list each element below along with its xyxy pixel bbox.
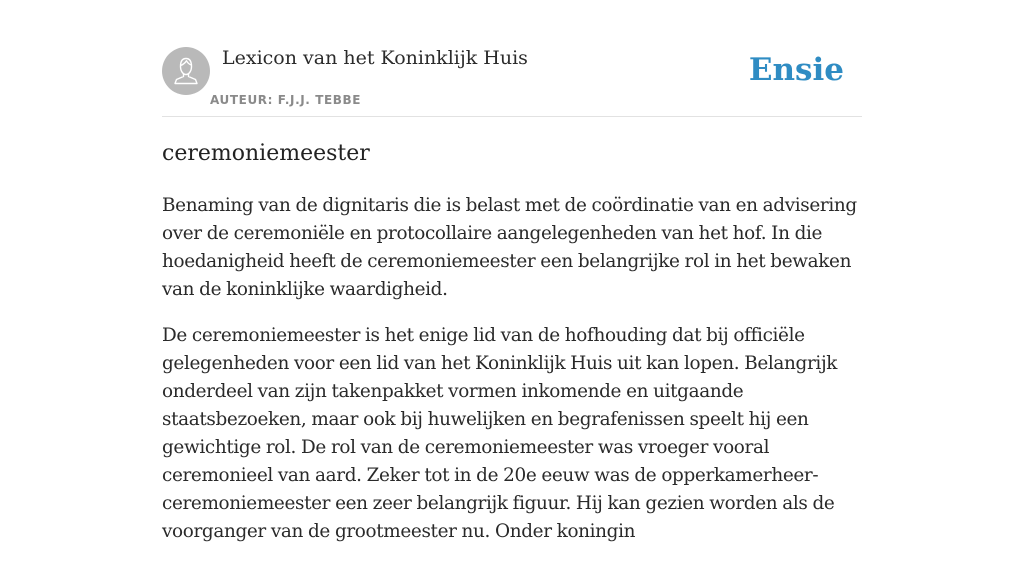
user-silhouette-icon bbox=[162, 47, 210, 95]
header bbox=[162, 0, 862, 117]
author-avatar[interactable] bbox=[162, 47, 210, 95]
source-title[interactable]: Lexicon van het Koninklijk Huis bbox=[222, 47, 528, 69]
author-line[interactable]: AUTEUR: F.J.J. TEBBE bbox=[210, 93, 362, 107]
paragraph: Benaming van de dignitaris die is belast met de coördinatie van en advisering over de ceremoniële en protocollaire aangelegenheden van het hof. In die hoedanigheid heeft de ceremoniemeester een belangrijke rol in het bewaken van de koninklijke waardigheid. bbox=[162, 195, 857, 300]
article-body bbox=[162, 192, 864, 564]
brand-logo[interactable]: Ensie bbox=[748, 52, 844, 88]
page-title: ceremoniemeester bbox=[162, 141, 370, 166]
paragraph: De ceremoniemeester is het enige lid van de hofhouding dat bij officiële gelegenheden voor een lid van het Koninklijk Huis uit kan lopen. Belangrijk onderdeel van zijn takenpakket vormen inkomende en uitgaande staatsbezoeken, maar ook bij huwelijken en begrafenissen speelt hij een gewichtige rol. De rol van de ceremoniemeester was vroeger vooral ceremonieel van aard. Zeker tot in de 20e eeuw was de opperkamerheer-ceremoniemeester een zeer belangrijk figuur. Hij kan gezien worden als de voorganger van de grootmeester nu. Onder koningin bbox=[162, 325, 838, 542]
